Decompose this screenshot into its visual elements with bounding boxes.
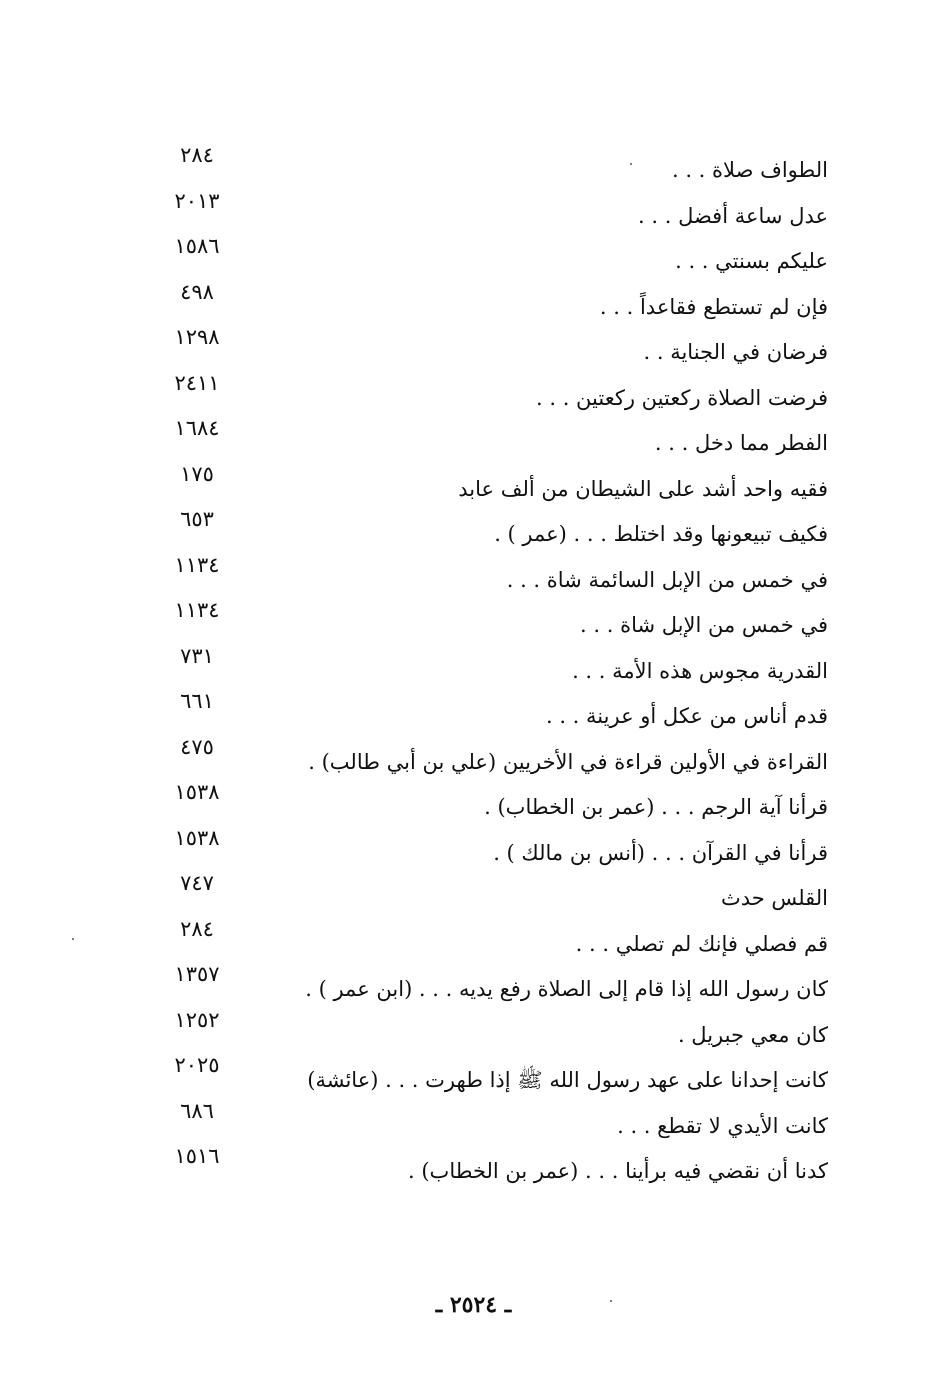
index-entry bbox=[140, 1051, 840, 1097]
entry-phrase: القدرية مجوس هذه الأمة . . . bbox=[572, 658, 828, 683]
entry-page-number: ٢٠٢٥ bbox=[174, 1053, 220, 1077]
index-entry bbox=[140, 915, 840, 961]
entry-phrase: فكيف تبيعونها وقد اختلط . . . (عمر ) . bbox=[494, 522, 828, 546]
index-entry bbox=[140, 1006, 840, 1052]
scan-speck bbox=[630, 163, 632, 165]
entry-page-number: ١٥١٦ bbox=[174, 1144, 220, 1168]
index-entry bbox=[140, 642, 840, 688]
entry-page-number: ٢٤١١ bbox=[174, 370, 220, 395]
entry-phrase: فإن لم تستطع فقاعداً . . . bbox=[599, 294, 828, 319]
entry-phrase: فقيه واحد أشد على الشيطان من ألف عابد bbox=[458, 476, 828, 501]
entry-page-number: ١٢٥٢ bbox=[174, 1007, 220, 1032]
entry-page-number: ٢٨٤ bbox=[180, 916, 214, 941]
entry-phrase: كانت إحدانا على عهد رسول الله ﷺ إذا طهرت . . . (عائشة) bbox=[307, 1068, 828, 1092]
entry-page-number: ٧٣١ bbox=[180, 643, 214, 668]
index-entry bbox=[140, 141, 840, 187]
entry-page-number: ١٦٨٤ bbox=[174, 416, 220, 440]
index-entry bbox=[140, 824, 840, 870]
entry-page-number: ٦٦١ bbox=[180, 689, 214, 713]
entry-phrase: عليكم بسنتي . . . bbox=[675, 249, 828, 273]
entry-page-number: ٦٥٣ bbox=[180, 507, 214, 531]
entry-phrase: قرأنا في القرآن . . . (أنس بن مالك ) . bbox=[493, 840, 828, 865]
index-entry bbox=[140, 687, 840, 733]
entry-phrase: في خمس من الإبل شاة . . . bbox=[580, 613, 828, 637]
entry-page-number: ٢٨٤ bbox=[180, 143, 214, 167]
entry-phrase: القراءة في الأولين قراءة في الأخريين (علي بن أبي طالب) . bbox=[308, 749, 828, 774]
entry-phrase: كدنا أن نقضي فيه برأينا . . . (عمر بن الخطاب) . bbox=[408, 1159, 828, 1183]
index-entry bbox=[140, 596, 840, 642]
entry-page-number: ١٥٨٦ bbox=[174, 234, 220, 258]
entry-page-number: ١٣٥٧ bbox=[174, 962, 220, 986]
entry-phrase: الطواف صلاة . . . bbox=[671, 158, 828, 182]
entry-phrase: الفطر مما دخل . . . bbox=[654, 431, 828, 455]
entry-phrase: قدم أناس من عكل أو عرينة . . . bbox=[545, 704, 828, 728]
entry-page-number: ١٧٥ bbox=[180, 461, 214, 486]
entry-phrase: فرضت الصلاة ركعتين ركعتين . . . bbox=[536, 385, 828, 410]
index-entry bbox=[140, 460, 840, 506]
entry-phrase: قم فصلي فإنك لم تصلي . . . bbox=[575, 931, 828, 956]
entry-page-number: ١٢٩٨ bbox=[174, 325, 220, 349]
index-entry bbox=[140, 869, 840, 915]
scan-speck bbox=[610, 1300, 612, 1302]
index-entry bbox=[140, 733, 840, 779]
entry-page-number: ٦٨٦ bbox=[180, 1098, 214, 1123]
index-entry bbox=[140, 232, 840, 278]
entry-phrase: عدل ساعة أفضل . . . bbox=[638, 203, 828, 228]
entry-phrase: القلس حدث bbox=[720, 886, 828, 910]
entry-page-number: ١٥٣٨ bbox=[174, 825, 220, 850]
entry-page-number: ٤٩٨ bbox=[180, 279, 214, 304]
entry-phrase: كان معي جبريل . bbox=[677, 1022, 828, 1047]
page-number: ـ ٢٥٢٤ ـ bbox=[435, 1292, 512, 1318]
entry-page-number: ١١٣٤ bbox=[174, 598, 220, 622]
entry-phrase: فرضان في الجناية . . bbox=[643, 340, 828, 364]
index-entry bbox=[140, 187, 840, 233]
index-entry bbox=[140, 278, 840, 324]
entry-page-number: ٤٧٥ bbox=[180, 734, 214, 759]
entry-phrase: في خمس من الإبل السائمة شاة . . . bbox=[506, 567, 828, 592]
index-entry bbox=[140, 1142, 840, 1188]
entry-page-number: ٧٤٧ bbox=[180, 871, 214, 895]
index-entry bbox=[140, 551, 840, 597]
scan-speck bbox=[72, 938, 74, 940]
index-entry bbox=[140, 323, 840, 369]
index-entry bbox=[140, 960, 840, 1006]
entry-phrase: قرأنا آية الرجم . . . (عمر بن الخطاب) . bbox=[484, 795, 828, 819]
entry-phrase: كان رسول الله إذا قام إلى الصلاة رفع يديه . . . (ابن عمر ) . bbox=[305, 977, 828, 1001]
index-entry bbox=[140, 414, 840, 460]
index-entry bbox=[140, 1097, 840, 1143]
entry-page-number: ١١٣٤ bbox=[174, 552, 220, 577]
entry-phrase: كانت الأيدي لا تقطع . . . bbox=[617, 1113, 828, 1138]
entry-page-number: ١٥٣٨ bbox=[174, 780, 220, 804]
index-entry bbox=[140, 505, 840, 551]
hadith-index-list bbox=[140, 141, 840, 1188]
entry-page-number: ٢٠١٣ bbox=[174, 188, 220, 213]
index-entry bbox=[140, 778, 840, 824]
index-entry bbox=[140, 369, 840, 415]
